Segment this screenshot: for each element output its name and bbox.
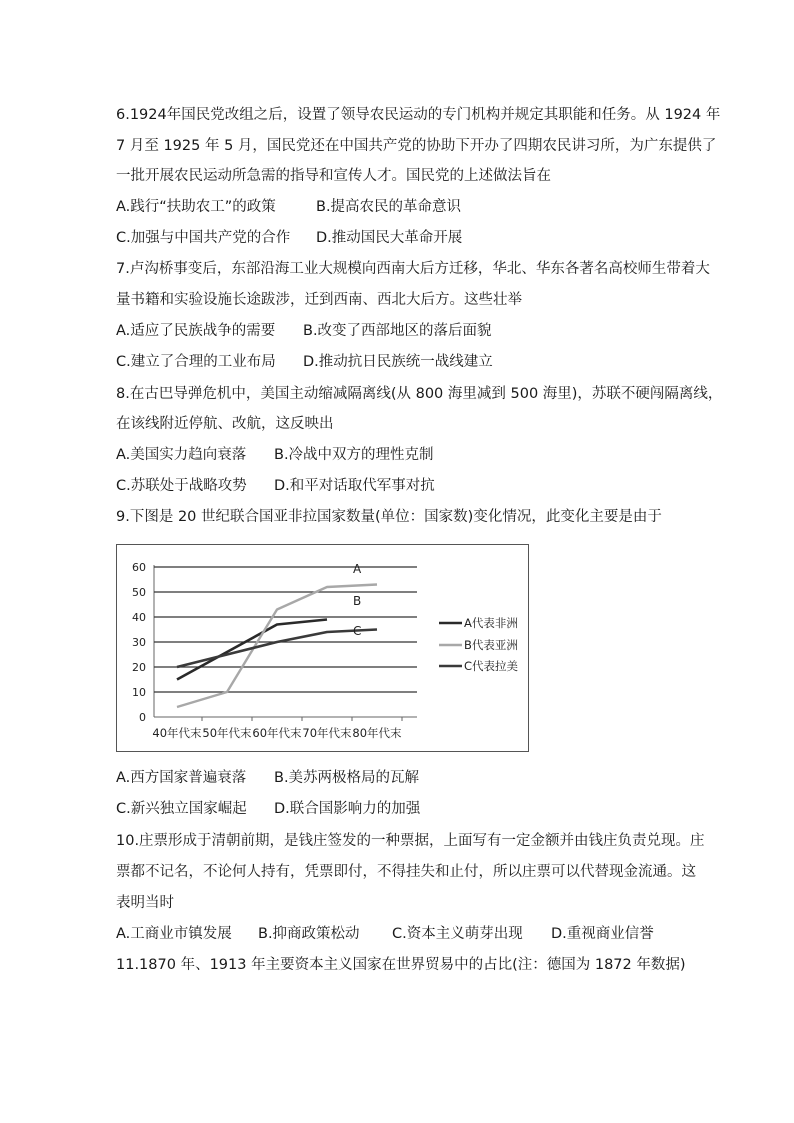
line-chart (117, 545, 527, 750)
q6-line-1: 6.1924年国民党改组之后，设置了领导农民运动的专门机构并规定其职能和任务。从 1924 年 (116, 107, 721, 123)
q8-option-c[interactable]: C.苏联处于战略攻势 (116, 478, 247, 494)
legend-label-1: A代表非洲 (464, 616, 518, 630)
q10-line-1: 10.庄票形成于清朝前期，是钱庄签发的一种票据，上面写有一定金额并由钱庄负责兑现。庄 (116, 833, 705, 849)
q6-line-2: 7 月至 1925 年 5 月，国民党还在中国共产党的协助下开办了四期农民讲习所，为广东提供了 (116, 138, 717, 154)
q10-option-b[interactable]: B.抑商政策松动 (258, 926, 360, 942)
q7-option-d[interactable]: D.推动抗日民族统一战线建立 (303, 354, 493, 370)
q11-line-1: 11.1870 年、1913 年主要资本主义国家在世界贸易中的占比(注：德国为 1872 年数据) (116, 957, 686, 973)
q7-line-2: 量书籍和实验设施长途跋涉，迁到西南、西北大后方。这些壮举 (116, 292, 522, 308)
y-tick-label: 10 (132, 686, 146, 699)
legend-label-3: C代表拉美 (464, 659, 519, 673)
q9-line-1: 9.下图是 20 世纪联合国亚非拉国家数量(单位：国家数)变化情况，此变化主要是由于 (116, 509, 662, 525)
y-tick-label: 0 (139, 711, 146, 724)
q10-option-c[interactable]: C.资本主义萌芽出现 (392, 926, 523, 942)
q10-option-d[interactable]: D.重视商业信誉 (551, 926, 654, 942)
q9-option-b[interactable]: B.美苏两极格局的瓦解 (274, 770, 420, 786)
q7-line-1: 7.卢沟桥事变后，东部沿海工业大规模向西南大后方迁移，华北、华东各著名高校师生带着大 (116, 261, 710, 277)
q8-line-1: 8.在古巴导弹危机中，美国主动缩减隔离线(从 800 海里减到 500 海里)，苏联不硬闯隔离线， (116, 386, 723, 402)
x-tick-label: 50年代末 (202, 726, 252, 740)
q8-option-a[interactable]: A.美国实力趋向衰落 (116, 447, 247, 463)
legend-label-2: B代表亚洲 (464, 638, 518, 652)
q7-option-b[interactable]: B.改变了西部地区的落后面貌 (303, 323, 492, 339)
q8-line-2: 在该线附近停航、改航，这反映出 (116, 416, 334, 432)
annotation-b: B (353, 594, 362, 608)
y-tick-label: 60 (132, 561, 146, 574)
annotation-a: A (353, 562, 362, 576)
q10-line-2: 票都不记名，不论何人持有，凭票即付，不得挂失和止付，所以庄票可以代替现金流通。这 (116, 864, 696, 880)
q8-option-b[interactable]: B.冷战中双方的理性克制 (274, 447, 434, 463)
q8-option-d[interactable]: D.和平对话取代军事对抗 (274, 478, 435, 494)
y-tick-label: 30 (132, 636, 146, 649)
q6-option-a[interactable]: A.践行“扶助农工”的政策 (116, 199, 276, 215)
q6-line-3: 一批开展农民运动所急需的指导和宣传人才。国民党的上述做法旨在 (116, 168, 551, 184)
y-tick-label: 20 (132, 661, 146, 674)
q6-option-c[interactable]: C.加强与中国共产党的合作 (116, 230, 291, 246)
series-line-2 (177, 585, 377, 708)
q10-option-a[interactable]: A.工商业市镇发展 (116, 926, 232, 942)
q7-option-a[interactable]: A.适应了民族战争的需要 (116, 323, 276, 339)
x-tick-label: 80年代末 (352, 726, 402, 740)
q6-option-b[interactable]: B.提高农民的革命意识 (316, 199, 462, 215)
q7-option-c[interactable]: C.建立了合理的工业布局 (116, 354, 276, 370)
q9-option-a[interactable]: A.西方国家普遍衰落 (116, 770, 247, 786)
y-tick-label: 40 (132, 611, 146, 624)
chart-frame (116, 544, 529, 752)
q9-option-d[interactable]: D.联合国影响力的加强 (274, 801, 421, 817)
annotation-c: C (353, 624, 362, 638)
y-tick-label: 50 (132, 586, 146, 599)
series-line-3 (177, 630, 377, 668)
x-tick-label: 40年代末 (152, 726, 202, 740)
q6-option-d[interactable]: D.推动国民大革命开展 (316, 230, 463, 246)
q9-option-c[interactable]: C.新兴独立国家崛起 (116, 801, 247, 817)
q10-line-3: 表明当时 (116, 895, 174, 911)
x-tick-label: 60年代末 (252, 726, 302, 740)
x-tick-label: 70年代末 (302, 726, 352, 740)
